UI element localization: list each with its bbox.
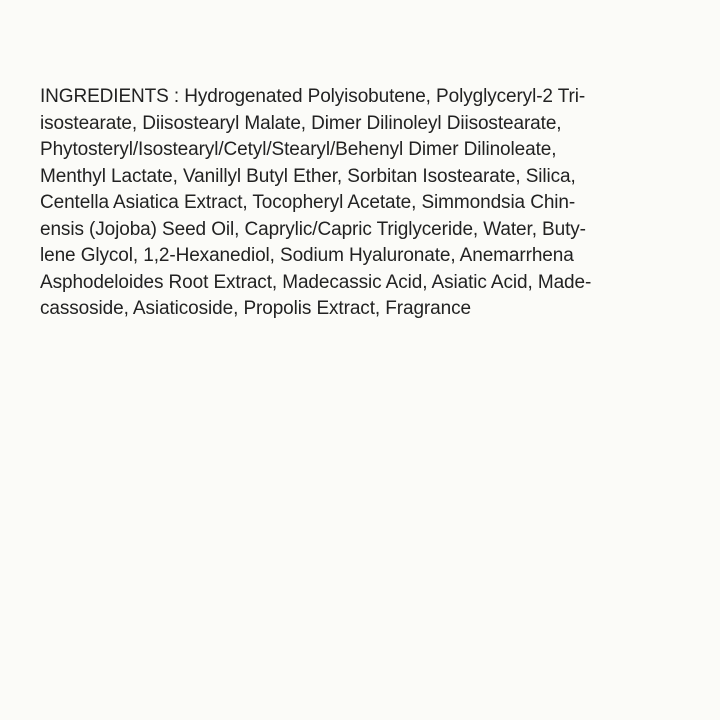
ingredients-line: INGREDIENTS : Hydrogenated Polyisobutene, Polyglyceryl-2 Tri-	[40, 86, 586, 107]
ingredients-text	[40, 84, 690, 323]
ingredients-line: isostearate, Diisostearyl Malate, Dimer Dilinoleyl Diisostearate,	[40, 112, 562, 134]
ingredients-line: cassoside, Asiaticoside, Propolis Extract, Fragrance	[40, 298, 471, 319]
ingredients-line: Phytosteryl/Isostearyl/Cetyl/Stearyl/Behenyl Dimer Dilinoleate,	[40, 139, 557, 160]
ingredients-line: Centella Asiatica Extract, Tocopheryl Acetate, Simmondsia Chin-	[40, 192, 576, 213]
ingredients-line: Asphodeloides Root Extract, Madecassic Acid, Asiatic Acid, Made-	[40, 271, 592, 293]
ingredients-line: ensis (Jojoba) Seed Oil, Caprylic/Capric Triglyceride, Water, Buty-	[40, 218, 586, 240]
ingredients-line: lene Glycol, 1,2-Hexanediol, Sodium Hyaluronate, Anemarrhena	[40, 245, 574, 266]
ingredients-line: Menthyl Lactate, Vanillyl Butyl Ether, Sorbitan Isostearate, Silica,	[40, 165, 576, 187]
